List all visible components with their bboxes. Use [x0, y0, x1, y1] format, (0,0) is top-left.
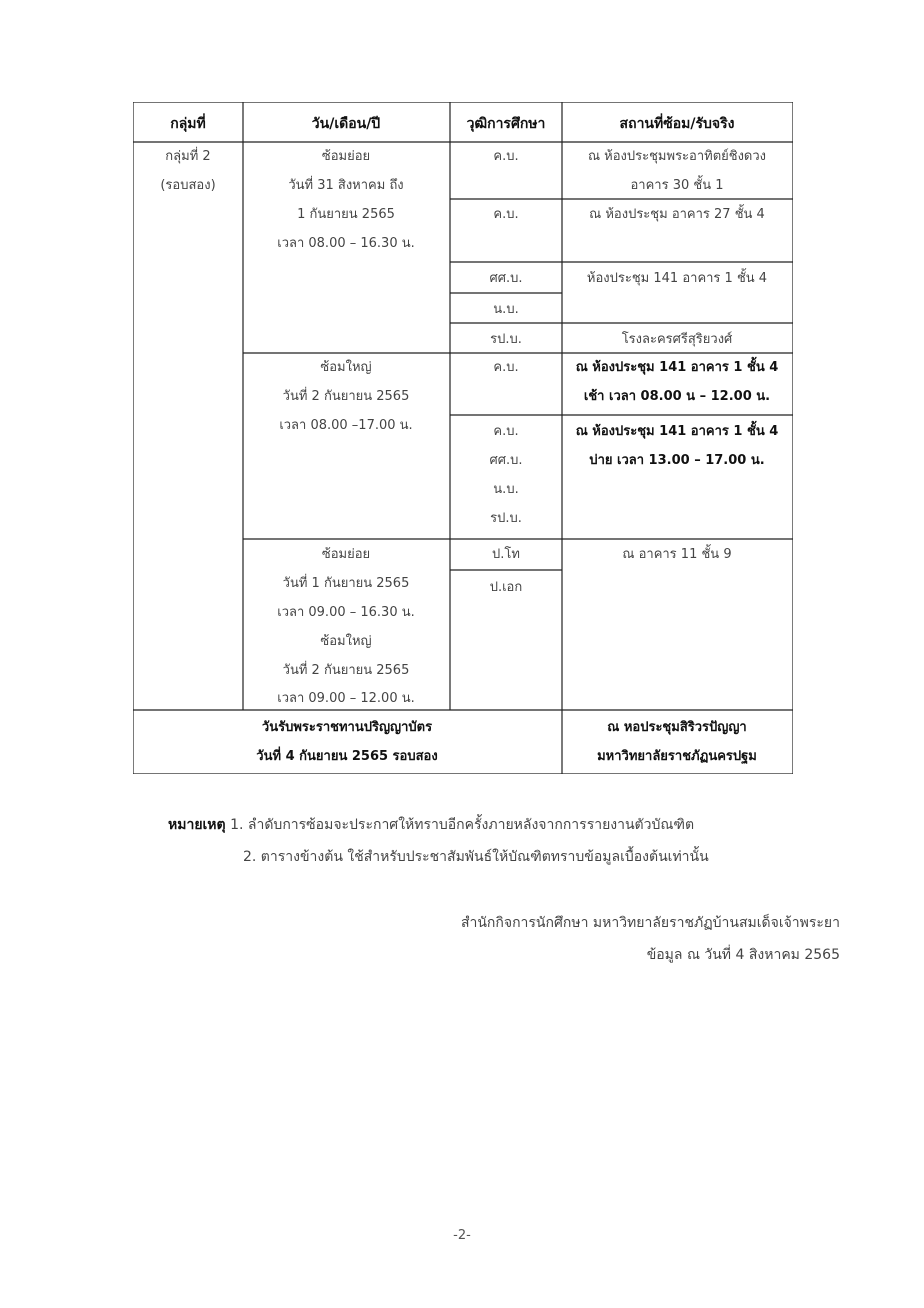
block3-date-line: ซ้อมใหญ่	[320, 634, 372, 649]
page-number: -2-	[453, 1228, 471, 1243]
block2-degree: ค.บ.	[493, 424, 519, 439]
block3-date-line: เวลา 09.00 – 16.30 น.	[277, 605, 415, 620]
block3-date-line: วันที่ 1 กันยายน 2565	[282, 576, 410, 591]
block2-date-line: วันที่ 2 กันยายน 2565	[282, 389, 410, 404]
footer-venue: ณ หอประชุมสิริวรปัญญา	[607, 720, 747, 735]
block1-date-line: วันที่ 31 สิงหาคม ถึง	[288, 178, 404, 193]
block1-degree: น.บ.	[493, 302, 519, 317]
footer-ceremony-date: วันที่ 4 กันยายน 2565 รอบสอง	[256, 749, 438, 764]
block1-degree: ค.บ.	[493, 149, 519, 164]
block1-venue: อาคาร 30 ชั้น 1	[630, 178, 724, 193]
footer-university: มหาวิทยาลัยราชภัฏนครปฐม	[597, 749, 757, 764]
block2-degree: น.บ.	[493, 482, 519, 497]
block3-degree: ป.โท	[492, 547, 520, 562]
data-as-of-date: ข้อมูล ณ วันที่ 4 สิงหาคม 2565	[646, 947, 840, 963]
block2-venue: ณ ห้องประชุม 141 อาคาร 1 ชั้น 4	[575, 424, 779, 439]
block1-venue: โรงละครศรีสุริยวงศ์	[621, 332, 733, 347]
block2-venue: เช้า เวลา 08.00 น – 12.00 น.	[583, 389, 771, 404]
block1-degree: ศศ.บ.	[489, 271, 523, 286]
block2-date-line: ซ้อมใหญ่	[320, 360, 372, 375]
block2-venue: บ่าย เวลา 13.00 – 17.00 น.	[589, 453, 765, 468]
block3-date-line: วันที่ 2 กันยายน 2565	[282, 663, 410, 678]
block2-degree: รป.บ.	[490, 511, 522, 526]
issuing-office: สำนักกิจการนักศึกษา มหาวิทยาลัยราชภัฏบ้านสมเด็จเจ้าพระยา	[460, 915, 840, 931]
schedule-table	[133, 102, 793, 774]
block2-degree: ศศ.บ.	[489, 453, 523, 468]
block1-date-line: ซ้อมย่อย	[321, 149, 371, 164]
note-text-1: 1. ลำดับการซ้อมจะประกาศให้ทราบอีกครั้งภายหลังจากการรายงานตัวบัณฑิต	[230, 817, 695, 833]
block1-venue: ณ ห้องประชุมพระอาทิตย์ชิงดวง	[587, 149, 767, 164]
note-text-2: 2. ตารางข้างต้น ใช้สำหรับประชาสัมพันธ์ให้บัณฑิตทราบข้อมูลเบื้องต้นเท่านั้น	[243, 849, 709, 865]
block3-venue: ณ อาคาร 11 ชั้น 9	[622, 547, 732, 562]
block1-degree: ค.บ.	[493, 207, 519, 222]
block2-degree: ค.บ.	[493, 360, 519, 375]
header-group: กลุ่มที่	[170, 116, 206, 132]
note-label: หมายเหตุ	[168, 817, 226, 833]
header-date: วัน/เดือน/ปี	[311, 116, 381, 132]
block3-date-line: ซ้อมย่อย	[321, 547, 371, 562]
header-venue: สถานที่ซ้อม/รับจริง	[619, 116, 735, 132]
block2-venue: ณ ห้องประชุม 141 อาคาร 1 ชั้น 4	[575, 360, 779, 375]
header-degree: วุฒิการศึกษา	[466, 116, 546, 132]
block1-degree: รป.บ.	[490, 332, 522, 347]
block3-date-line: เวลา 09.00 – 12.00 น.	[277, 691, 415, 706]
block3-degree: ป.เอก	[489, 580, 523, 595]
block2-date-line: เวลา 08.00 –17.00 น.	[279, 418, 413, 433]
block1-venue: ห้องประชุม 141 อาคาร 1 ชั้น 4	[586, 271, 768, 286]
block1-date-line: เวลา 08.00 – 16.30 น.	[277, 236, 415, 251]
block1-date-line: 1 กันยายน 2565	[297, 207, 395, 222]
note-line-1	[168, 814, 694, 836]
group-round: (รอบสอง)	[160, 178, 216, 193]
footer-ceremony-title: วันรับพระราชทานปริญญาบัตร	[261, 720, 433, 735]
block1-venue: ณ ห้องประชุม อาคาร 27 ชั้น 4	[589, 207, 765, 222]
group-name: กลุ่มที่ 2	[165, 149, 211, 164]
